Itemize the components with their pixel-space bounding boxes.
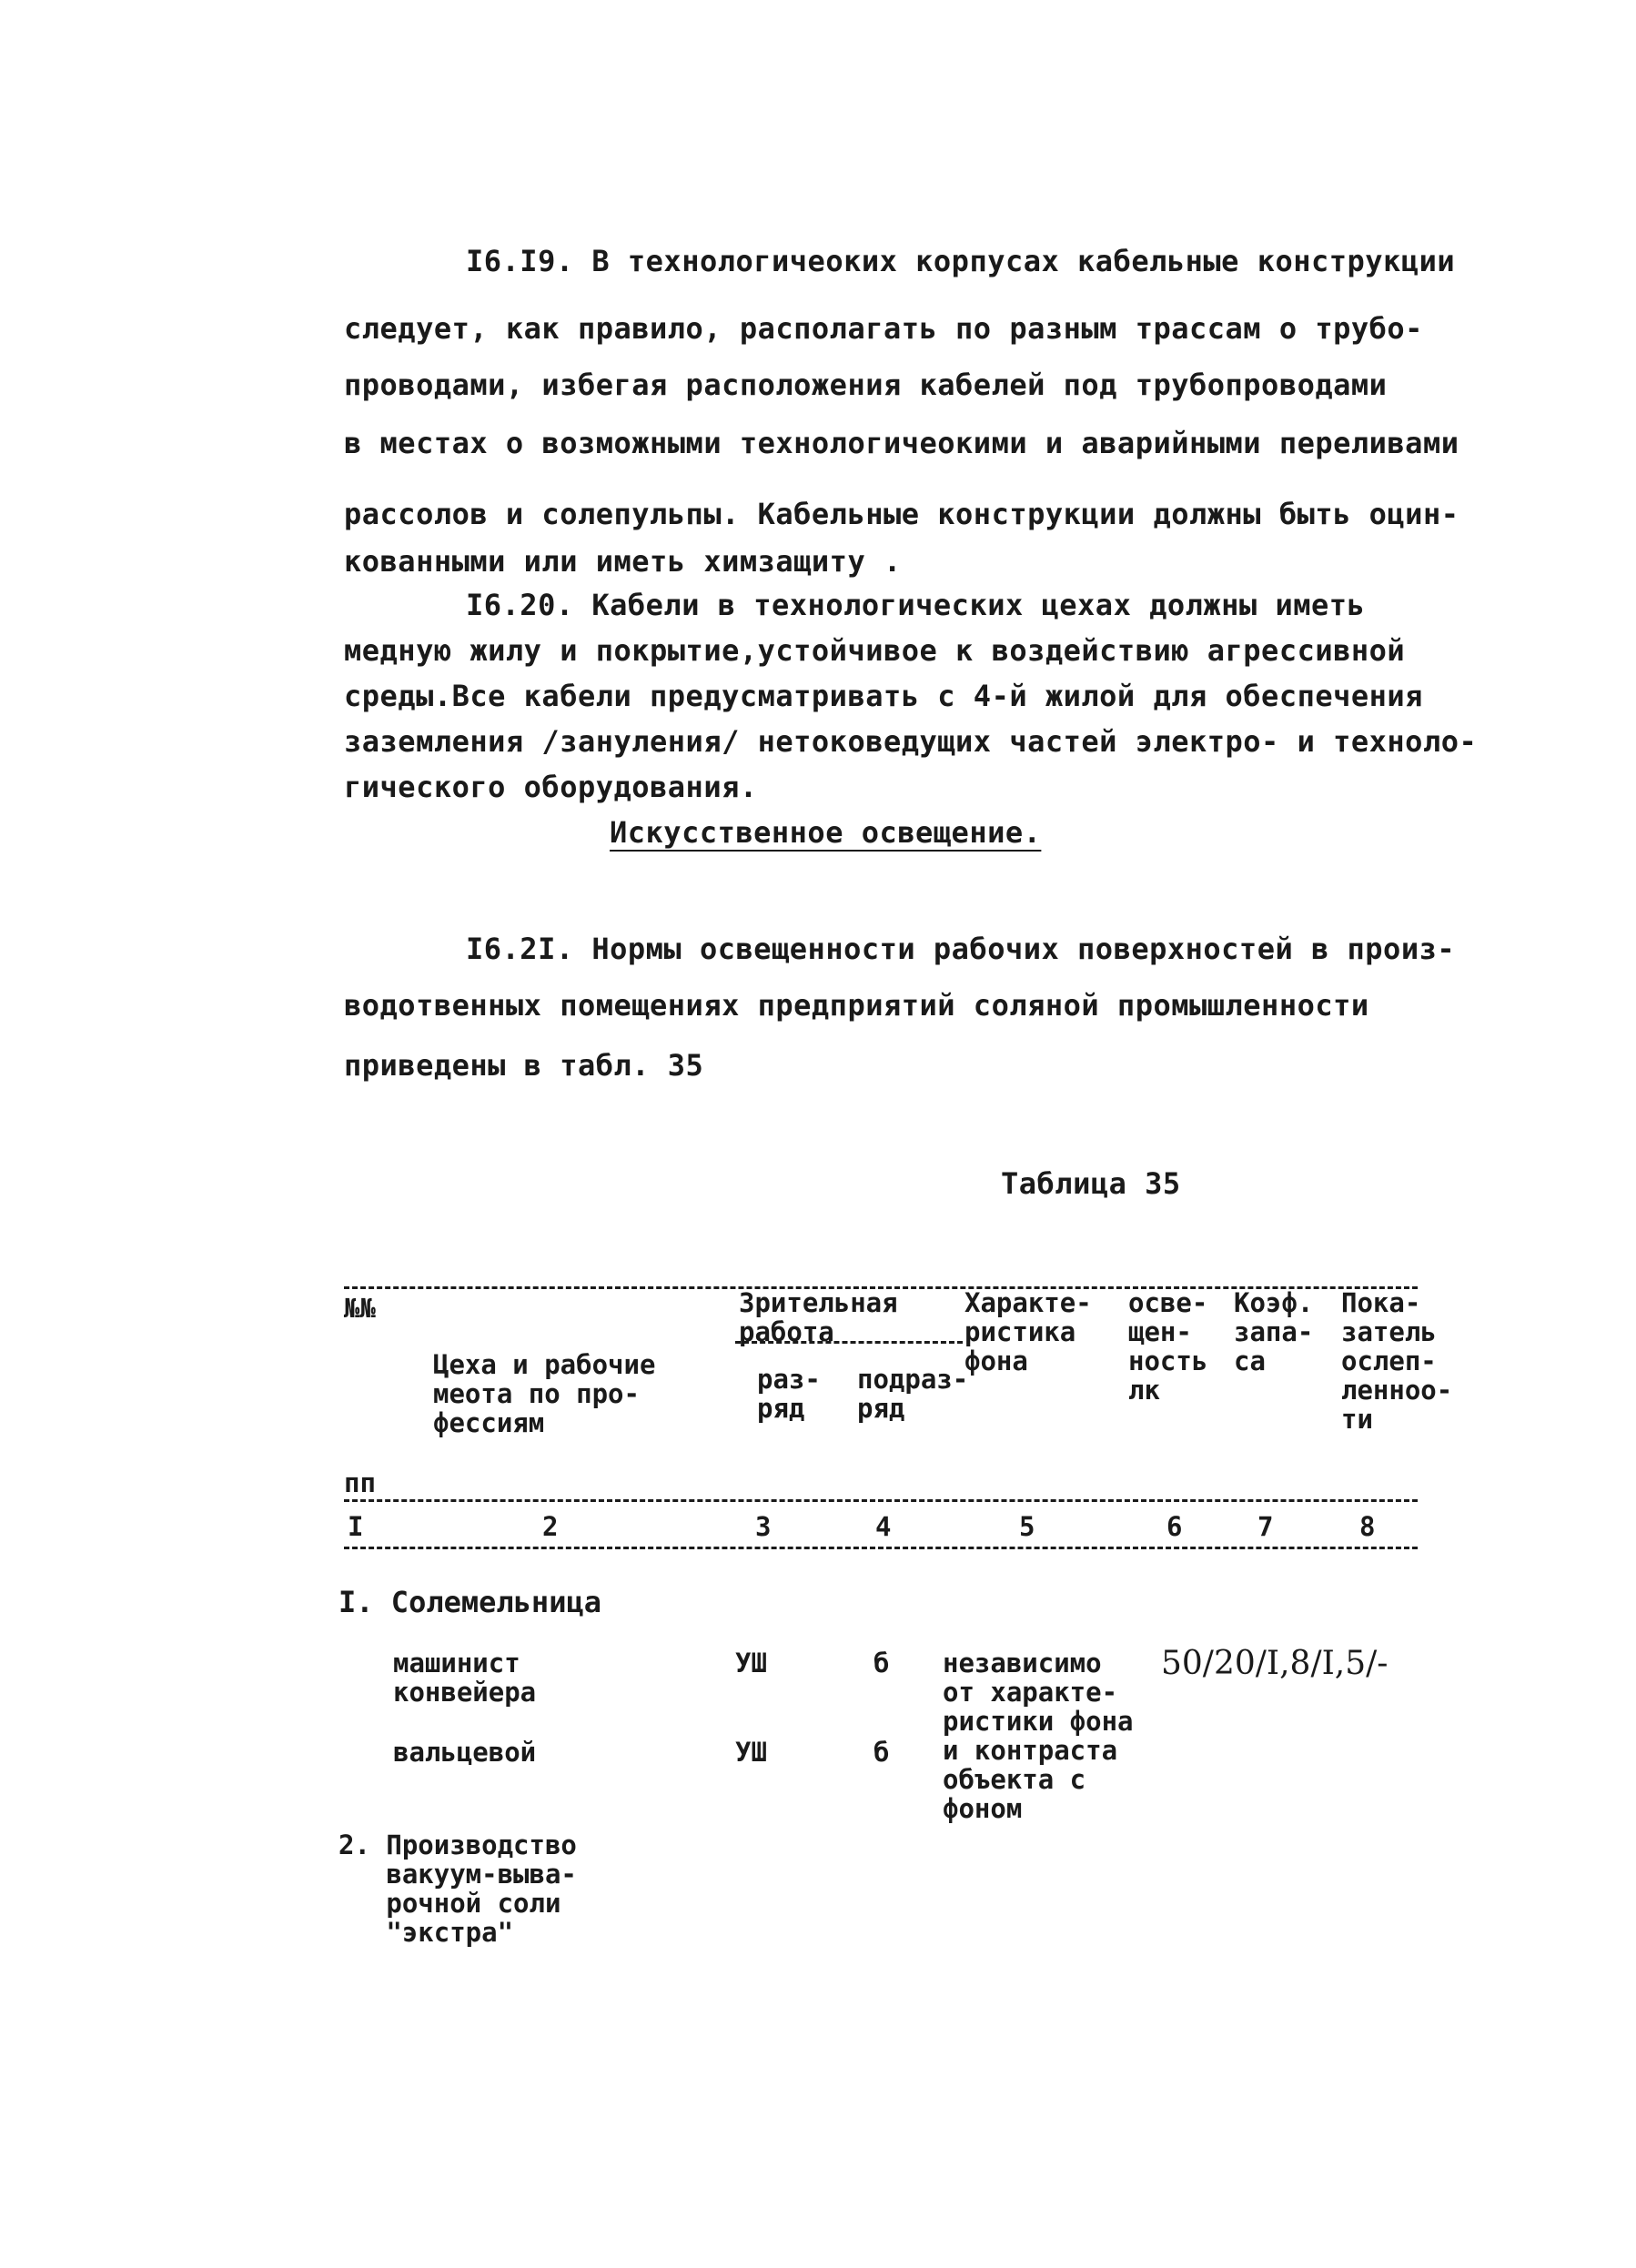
table-row-category: УШ <box>735 1648 767 1678</box>
table-row-subcategory: б <box>874 1648 890 1678</box>
header-category: раз- ряд <box>757 1364 821 1424</box>
column-number: 7 <box>1257 1511 1274 1542</box>
table-row-category: УШ <box>735 1737 767 1768</box>
p1620-line-1: I6.20. Кабели в технологических цехах должны иметь <box>466 588 1366 622</box>
table-row-section: 2. Производство вакуум-выва- рочной соли "экстра" <box>338 1830 577 1948</box>
table-caption: Таблица 35 <box>1001 1166 1181 1201</box>
p1620-line-3: среды.Все кабели предусматривать с 4-й жилой для обеспечения <box>344 679 1423 713</box>
column-numbers-rule <box>344 1547 1418 1549</box>
p1619-line-2: следует, как правило, располагать по разным трассам о трубо- <box>344 311 1423 346</box>
header-illuminance: осве- щен- ность лк <box>1128 1287 1208 1406</box>
p1621-line-3: приведены в табл. 35 <box>344 1048 704 1083</box>
p1619-line-1: I6.I9. В технологичеоких корпусах кабельные конструкции <box>466 244 1456 278</box>
header-visual-work: Зрительная работа <box>739 1287 898 1347</box>
header-subcategory: подраз- ряд <box>857 1364 969 1424</box>
column-number: 2 <box>542 1511 559 1542</box>
p1619-line-3: проводами, избегая расположения кабелей под трубопроводами <box>344 368 1388 402</box>
header-num-bottom: пп <box>344 1467 376 1498</box>
column-number: 6 <box>1166 1511 1183 1542</box>
header-glare: Пока- затель ослеп- ленноо- ти <box>1341 1287 1453 1435</box>
table-row-background: независимо от характе- ристики фона и контраста объекта с фоном <box>943 1648 1134 1824</box>
p1619-line-6: кованными или иметь химзащиту . <box>344 544 902 579</box>
column-number: 5 <box>1019 1511 1035 1542</box>
p1621-line-1: I6.2I. Нормы освещенности рабочих поверхностей в произ- <box>466 932 1456 966</box>
table-row-subcategory: б <box>874 1737 890 1768</box>
header-safety-factor: Коэф. запа- са <box>1234 1287 1314 1376</box>
p1621-line-2: водотвенных помещениях предприятий соляной промышленности <box>344 988 1369 1023</box>
p1619-line-4: в местах о возможными технологичеокими и аварийными переливами <box>344 426 1459 460</box>
header-workplace: Цеха и рабочие меота по про- фессиям <box>433 1349 656 1438</box>
table-row-section: I. Солемельница <box>338 1585 601 1619</box>
p1620-line-4: заземления /зануления/ нетоковедущих частей электро- и техноло- <box>344 724 1478 759</box>
header-background: Характе- ристика фона <box>964 1287 1092 1376</box>
header-bottom-rule <box>344 1499 1418 1502</box>
table-row-workplace: машинист конвейера <box>393 1648 537 1708</box>
section-heading: Искусственное освещение. <box>610 815 1042 850</box>
column-number: I <box>348 1511 364 1542</box>
p1620-line-5: гического оборудования. <box>344 770 758 804</box>
p1620-line-2: медную жилу и покрытие,устойчивое к воздействию агрессивной <box>344 633 1406 668</box>
p1619-line-5: рассолов и солепульпы. Кабельные конструкции должны быть оцин- <box>344 497 1459 531</box>
column-number: 4 <box>875 1511 892 1542</box>
column-number: 8 <box>1359 1511 1376 1542</box>
column-number: 3 <box>755 1511 772 1542</box>
table-row-workplace: вальцевой <box>393 1737 537 1768</box>
header-num: №№ <box>344 1293 376 1324</box>
table-row-values: 50/20/I,8/I,5/- <box>1161 1645 1389 1682</box>
